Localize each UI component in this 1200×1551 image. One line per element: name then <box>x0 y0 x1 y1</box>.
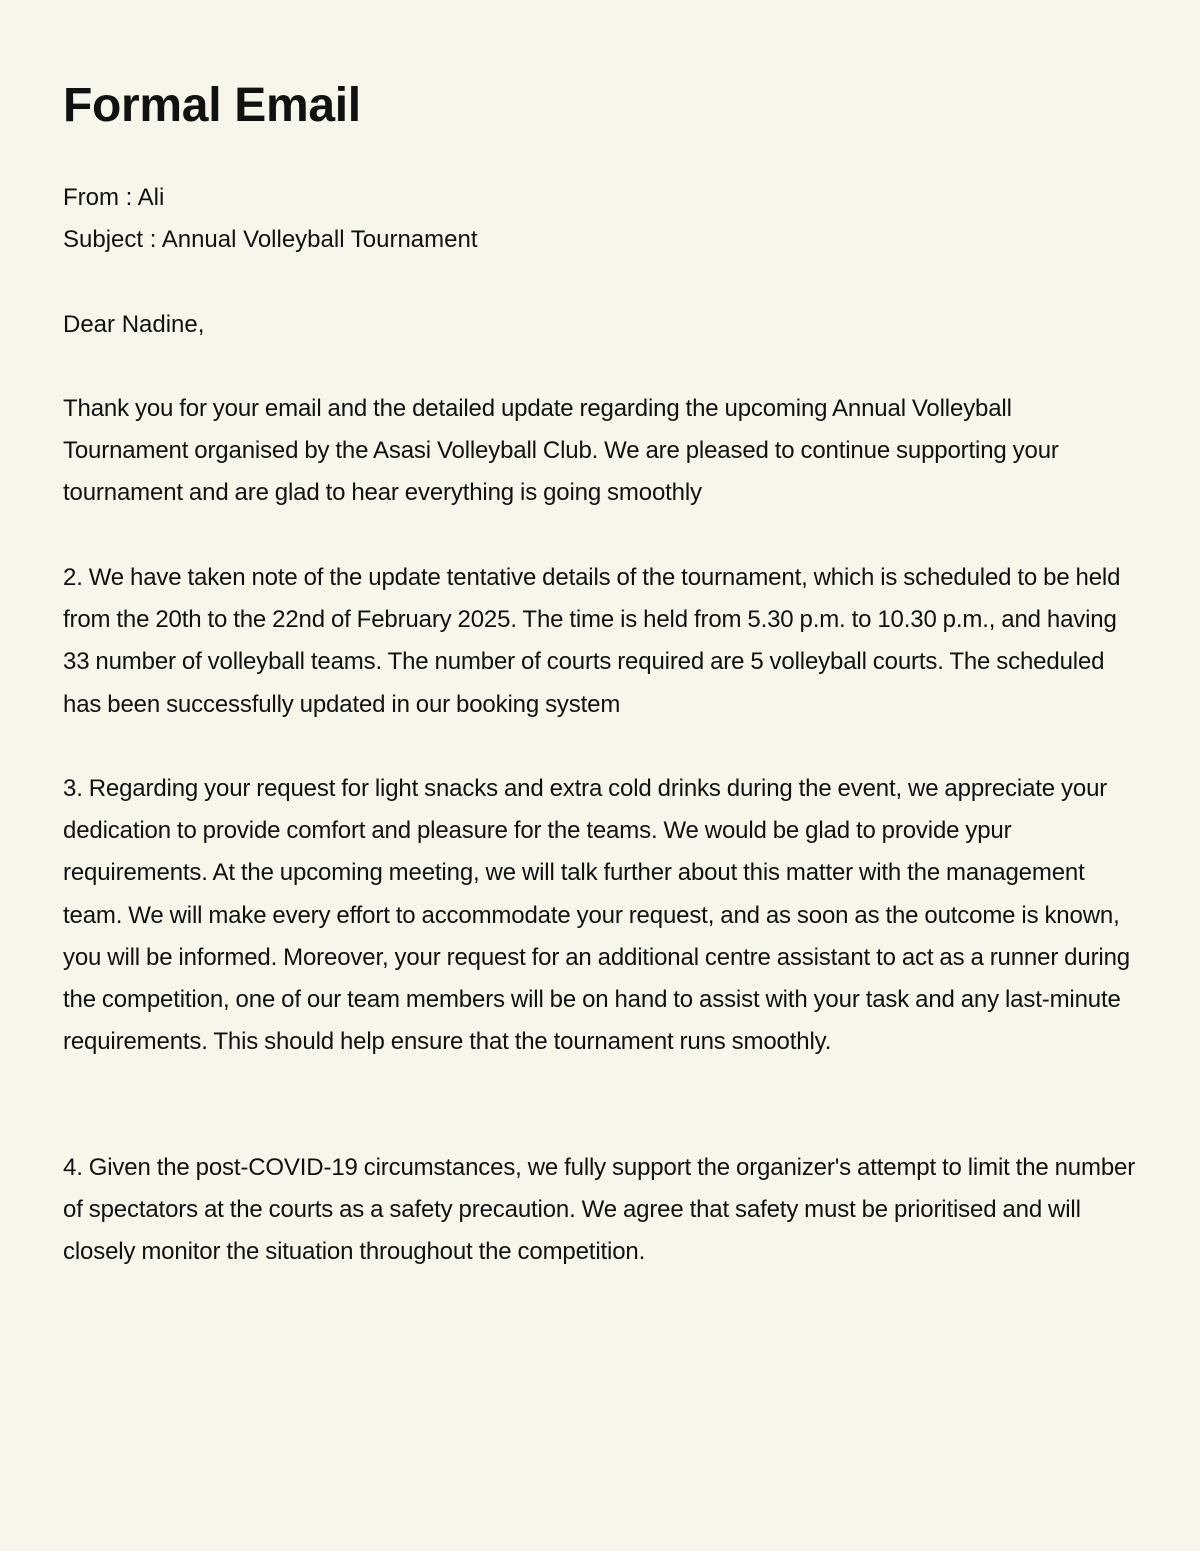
paragraph-1: Thank you for your email and the detailed update regarding the upcoming Annual Volleyball Tournament organised by the Asasi Volleyball Club. We are pleased to continue supporting your tournament and are glad to hear everything is going smoothly <box>63 395 1059 507</box>
document-title: Formal Email <box>63 79 361 132</box>
from-line: From : Ali <box>63 184 165 211</box>
paragraph-3: 3. Regarding your request for light snacks and extra cold drinks during the event, we appreciate your dedication to provide comfort and pleasure for the teams. We would be glad to provide ypur requirements. At the upcoming meeting, we will talk further about this matter with the management team. We will make every effort to accommodate your request, and as soon as the outcome is known, you will be informed. Moreover, your request for an additional centre assistant to act as a runner during the competition, one of our team members will be on hand to assist with your task and any last-minute requirements. This should help ensure that the tournament runs smoothly. <box>63 775 1131 1056</box>
salutation: Dear Nadine, <box>63 311 205 338</box>
paragraph-2: 2. We have taken note of the update tentative details of the tournament, which is scheduled to be held from the 20th to the 22nd of February 2025. The time is held from 5.30 p.m. to 10.30 p.m., and having 33 number of volleyball teams. The number of courts required are 5 volleyball courts. The scheduled has been successfully updated in our booking system <box>63 564 1121 718</box>
paragraph-4: 4. Given the post-COVID-19 circumstances, we fully support the organizer's attempt to limit the number of spectators at the courts as a safety precaution. We agree that safety must be prioritised and will closely monitor the situation throughout the competition. <box>63 1154 1136 1266</box>
subject-line: Subject : Annual Volleyball Tournament <box>63 226 478 253</box>
